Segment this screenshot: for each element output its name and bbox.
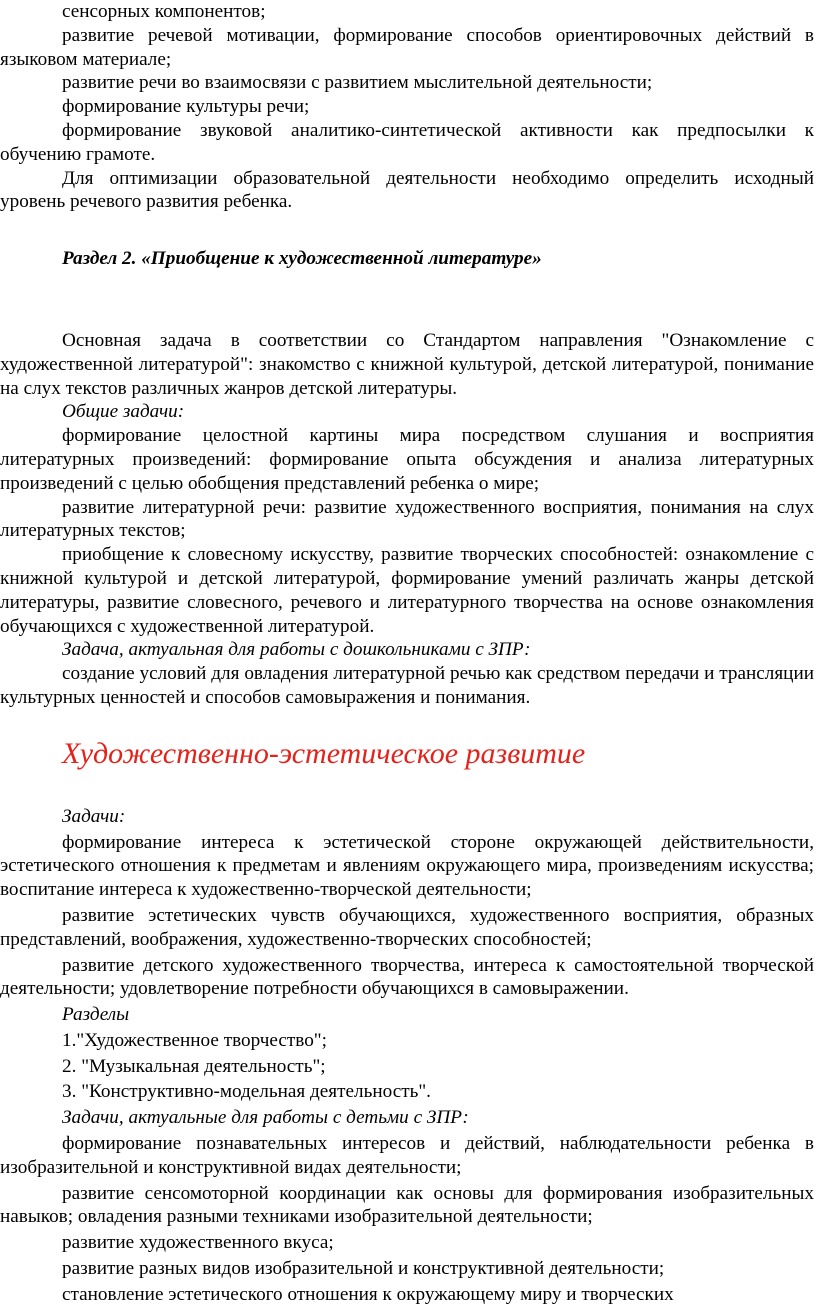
list-item: приобщение к словесному искусству, развитие творческих способностей: ознакомление с книжной культурой и детской литературой, формирование умений различать жанры детской литературы, развитие словесного, речевого и литературного творчества на основе ознакомления обучающихся с художественной литературой. <box>0 544 814 637</box>
main-task-paragraph: Основная задача в соответствии со Стандартом направления "Ознакомление с художественной литературой": знакомство с книжной культурой, детской литературой, понимание на слух текстов различных жанров детской литературы. <box>0 329 814 399</box>
list-item: 1."Художественное творчество"; <box>62 1029 327 1051</box>
list-item: развитие эстетических чувств обучающихся, художественного восприятия, образных представлений, воображения, художественно-творческих способностей; <box>0 904 814 950</box>
list-item: развитие детского художественного творчества, интереса к самостоятельной творческой деятельности; удовлетворение потребности обучающихся в самовыражении. <box>0 954 814 1000</box>
paragraph: формирование культуры речи; <box>62 96 310 118</box>
list-item: развитие разных видов изобразительной и конструктивной деятельности; <box>62 1258 665 1280</box>
section-heading: Раздел 2. «Приобщение к художественной литературе» <box>62 248 542 270</box>
general-tasks-label: Общие задачи: <box>62 401 185 423</box>
list-item: развитие сенсомоторной координации как основы для формирования изобразительных навыков; овладения разными техниками изобразительной деятельности; <box>0 1182 814 1228</box>
list-item: становление эстетического отношения к окружающему миру и творческих <box>62 1283 674 1305</box>
zpr-task-label: Задача, актуальная для работы с дошкольниками с ЗПР: <box>62 639 531 661</box>
sections-label: Разделы <box>62 1004 130 1026</box>
paragraph: развитие речевой мотивации, формирование способов ориентировочных действий в языковом материале; <box>0 24 814 70</box>
zpr-tasks-label: Задачи, актуальные для работы с детьми с ЗПР: <box>62 1107 469 1129</box>
paragraph: формирование звуковой аналитико-синтетической активности как предпосылки к обучению грамоте. <box>0 119 814 165</box>
tasks-label: Задачи: <box>62 805 126 827</box>
list-item: формирование целостной картины мира посредством слушания и восприятия литературных произведений: формирование опыта обсуждения и анализа литературных произведений с целью обобщения представлений ребенка о мире; <box>0 425 814 494</box>
paragraph: Для оптимизации образовательной деятельности необходимо определить исходный уровень речевого развития ребенка. <box>0 167 814 213</box>
list-item: формирование интереса к эстетической стороне окружающей действительности, эстетического отношения к предметам и явлениям окружающего мира, произведениям искусства; воспитание интереса к художественно-творческой деятельности; <box>0 831 814 901</box>
list-item: формирование познавательных интересов и действий, наблюдательности ребенка в изобразительной и конструктивной видах деятельности; <box>0 1133 814 1178</box>
list-item: развитие художественного вкуса; <box>62 1232 334 1254</box>
list-item: 2. "Музыкальная деятельность"; <box>62 1055 326 1077</box>
paragraph: развитие речи во взаимосвязи с развитием мыслительной деятельности; <box>62 72 653 94</box>
paragraph: сенсорных компонентов; <box>62 1 266 22</box>
art-section-title: Художественно-эстетическое развитие <box>62 736 586 770</box>
list-item: создание условий для овладения литературной речью как средством передачи и трансляции культурных ценностей и способов самовыражения и понимания. <box>0 663 814 708</box>
list-item: развитие литературной речи: развитие художественного восприятия, понимания на слух литературных текстов; <box>0 496 814 542</box>
list-item: 3. "Конструктивно-модельная деятельность". <box>62 1081 431 1103</box>
